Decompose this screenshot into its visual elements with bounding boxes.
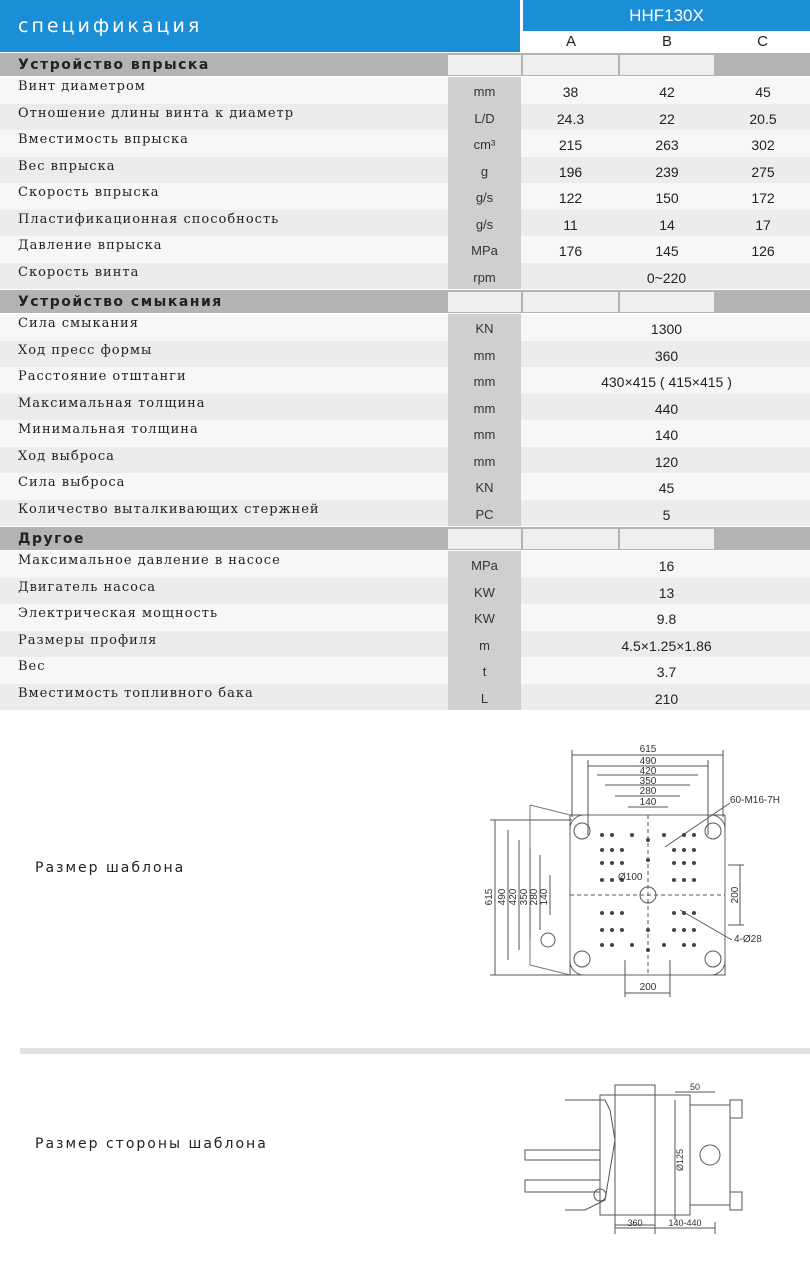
row-unit: g	[448, 157, 521, 184]
dim-left-5: 140	[539, 888, 550, 906]
row-value: 430×415 ( 415×415 )	[601, 374, 732, 390]
row-value: 17	[755, 216, 771, 233]
row-value: 13	[658, 584, 675, 601]
row-unit: mm	[448, 367, 521, 394]
row-unit: mm	[448, 341, 521, 368]
dim-top-0: 615	[639, 744, 657, 755]
section-title: Устройство впрыска	[18, 57, 210, 73]
row-name: Отношение длины винта к диаметр	[18, 105, 295, 121]
section-header-cell	[523, 292, 618, 312]
dim-top-3: 350	[639, 776, 657, 787]
mold-profile	[565, 1100, 615, 1210]
spec-header	[0, 0, 810, 52]
section-header-cell	[448, 529, 521, 549]
row-name: Вместимость топливного бака	[18, 685, 254, 701]
row-value: 150	[655, 190, 679, 206]
row-value: 215	[558, 137, 583, 153]
row-unit: g/s	[448, 210, 521, 237]
section-header-cell	[620, 292, 714, 312]
table-row	[0, 104, 810, 131]
table-row	[0, 130, 810, 157]
side-dim-bottom-right: 140-440	[668, 1218, 702, 1228]
table-row	[0, 157, 810, 184]
table-row	[0, 341, 810, 368]
row-value: 263	[655, 137, 679, 153]
row-name: Расстояние отштанги	[18, 369, 187, 384]
row-value: 126	[751, 243, 775, 259]
side-size-label: Размер стороны шаблона	[35, 1136, 268, 1152]
row-value: 3.7	[656, 664, 677, 680]
section-header-cell	[620, 529, 714, 549]
row-unit: L/D	[448, 104, 521, 131]
dim-left-4: 280	[529, 888, 540, 906]
row-value: 14	[659, 216, 675, 233]
row-unit: rpm	[448, 263, 521, 290]
row-unit: L	[448, 684, 521, 711]
table-row	[0, 604, 810, 631]
table-row	[0, 473, 810, 500]
template-drawing	[470, 735, 800, 1005]
table-row	[0, 420, 810, 447]
template-size-label: Размер шаблона	[35, 860, 186, 876]
side-dim-bottom-left: 360	[627, 1218, 643, 1228]
table-row	[0, 367, 810, 394]
dim-left-0: 615	[484, 888, 495, 906]
row-value: 239	[655, 163, 679, 180]
row-name: Винт диаметром	[18, 79, 146, 94]
row-unit: mm	[448, 420, 521, 447]
model-name: HHF130X	[523, 0, 810, 31]
row-name: Двигатель насоса	[18, 579, 157, 595]
table-row	[0, 578, 810, 605]
row-value: 45	[658, 480, 675, 496]
row-name: Вес	[18, 659, 46, 674]
table-row	[0, 314, 810, 341]
row-value: 45	[755, 84, 771, 100]
row-value: 140	[654, 427, 679, 443]
table-row	[0, 447, 810, 474]
table-row	[0, 684, 810, 711]
section-header-cell	[523, 529, 618, 549]
row-value: 42	[659, 84, 675, 100]
row-unit: mm	[448, 77, 521, 104]
row-name: Максимальное давление в насосе	[18, 553, 281, 568]
row-name: Минимальная толщина	[18, 422, 199, 437]
row-unit: g/s	[448, 183, 521, 210]
row-name: Вес впрыска	[18, 158, 116, 174]
row-name: Электрическая мощность	[18, 606, 219, 621]
section-header-cell	[448, 55, 521, 75]
dim-top-4: 280	[639, 786, 657, 797]
dim-bottom: 200	[639, 982, 657, 993]
side-drawing	[515, 1080, 755, 1240]
row-name: Размеры профиля	[18, 632, 158, 648]
table-row	[0, 183, 810, 210]
row-value: 172	[751, 190, 775, 206]
column-b: B	[619, 31, 715, 52]
table-row	[0, 394, 810, 421]
dim-left-3: 350	[519, 888, 530, 906]
row-value: 16	[658, 558, 675, 574]
table-row	[0, 657, 810, 684]
table-row	[0, 77, 810, 104]
row-value: 440	[654, 400, 679, 417]
row-name: Пластификационная способность	[18, 211, 280, 227]
row-name: Сила смыкания	[18, 316, 139, 331]
row-unit: PC	[448, 500, 521, 527]
row-unit: KN	[448, 473, 521, 500]
column-c: C	[715, 31, 810, 52]
center-hole-dim: Ø100	[618, 872, 643, 883]
table-row	[0, 236, 810, 263]
table-row	[0, 551, 810, 578]
row-unit: m	[448, 631, 521, 658]
dim-top-2: 420	[639, 766, 657, 777]
section-title: Устройство смыкания	[18, 294, 223, 310]
row-value: 176	[558, 243, 583, 259]
row-value: 210	[654, 690, 679, 707]
row-unit: KW	[448, 578, 521, 605]
row-value: 120	[654, 453, 679, 470]
section-header-cell	[523, 55, 618, 75]
spec-title: спецификация	[0, 0, 520, 52]
row-name: Скорость впрыска	[18, 185, 160, 200]
dim-right: 200	[730, 886, 741, 904]
dim-top-5: 140	[639, 797, 657, 808]
row-name: Вместимость впрыска	[18, 132, 189, 147]
section-header	[0, 290, 810, 313]
row-value: 4.5×1.25×1.86	[621, 637, 712, 654]
row-value: 38	[562, 84, 579, 100]
row-unit: mm	[448, 447, 521, 474]
row-unit: mm	[448, 394, 521, 421]
table-row	[0, 210, 810, 237]
row-value: 22	[659, 110, 675, 127]
table-row	[0, 263, 810, 290]
row-name: Максимальная толщина	[18, 395, 206, 411]
row-name: Ход выброса	[18, 448, 115, 464]
row-name: Сила выброса	[18, 475, 126, 490]
row-value: 302	[751, 137, 775, 153]
row-value: 9.8	[656, 611, 677, 627]
row-value: 145	[655, 243, 679, 259]
section-header	[0, 527, 810, 550]
row-name: Ход пресс формы	[18, 342, 153, 358]
row-value: 122	[558, 190, 583, 206]
row-unit: MPa	[448, 551, 521, 578]
row-value: 360	[654, 347, 679, 364]
side-dim-top: 50	[690, 1082, 701, 1092]
row-unit: MPa	[448, 236, 521, 263]
row-value: 20.5	[749, 110, 777, 127]
row-unit: t	[448, 657, 521, 684]
dim-left-1: 490	[497, 888, 508, 906]
row-name: Скорость винта	[18, 264, 140, 280]
section-header	[0, 53, 810, 76]
section-title: Другое	[18, 531, 86, 547]
section-header-cell	[448, 292, 521, 312]
section-divider	[20, 1048, 810, 1054]
row-value: 275	[751, 163, 775, 180]
row-name: Количество выталкивающих стержней	[18, 501, 320, 517]
thread-spec: 60-M16-7H	[730, 795, 781, 806]
row-value: 1300	[650, 321, 683, 337]
table-row	[0, 500, 810, 527]
holes-dim: 4-Ø28	[734, 934, 762, 945]
side-dim-vertical: Ø125	[675, 1148, 685, 1172]
row-value: 196	[558, 163, 583, 180]
row-value: 5	[662, 506, 671, 523]
row-value: 0~220	[646, 269, 687, 286]
row-unit: cm³	[448, 130, 521, 157]
row-unit: KN	[448, 314, 521, 341]
dim-left-2: 420	[508, 888, 519, 906]
section-header-cell	[620, 55, 714, 75]
row-value: 11	[563, 216, 578, 233]
row-unit: KW	[448, 604, 521, 631]
row-value: 24.3	[556, 110, 585, 127]
table-row	[0, 631, 810, 658]
row-name: Давление впрыска	[18, 238, 163, 253]
column-a: A	[523, 31, 619, 52]
dim-top-1: 490	[639, 756, 657, 767]
